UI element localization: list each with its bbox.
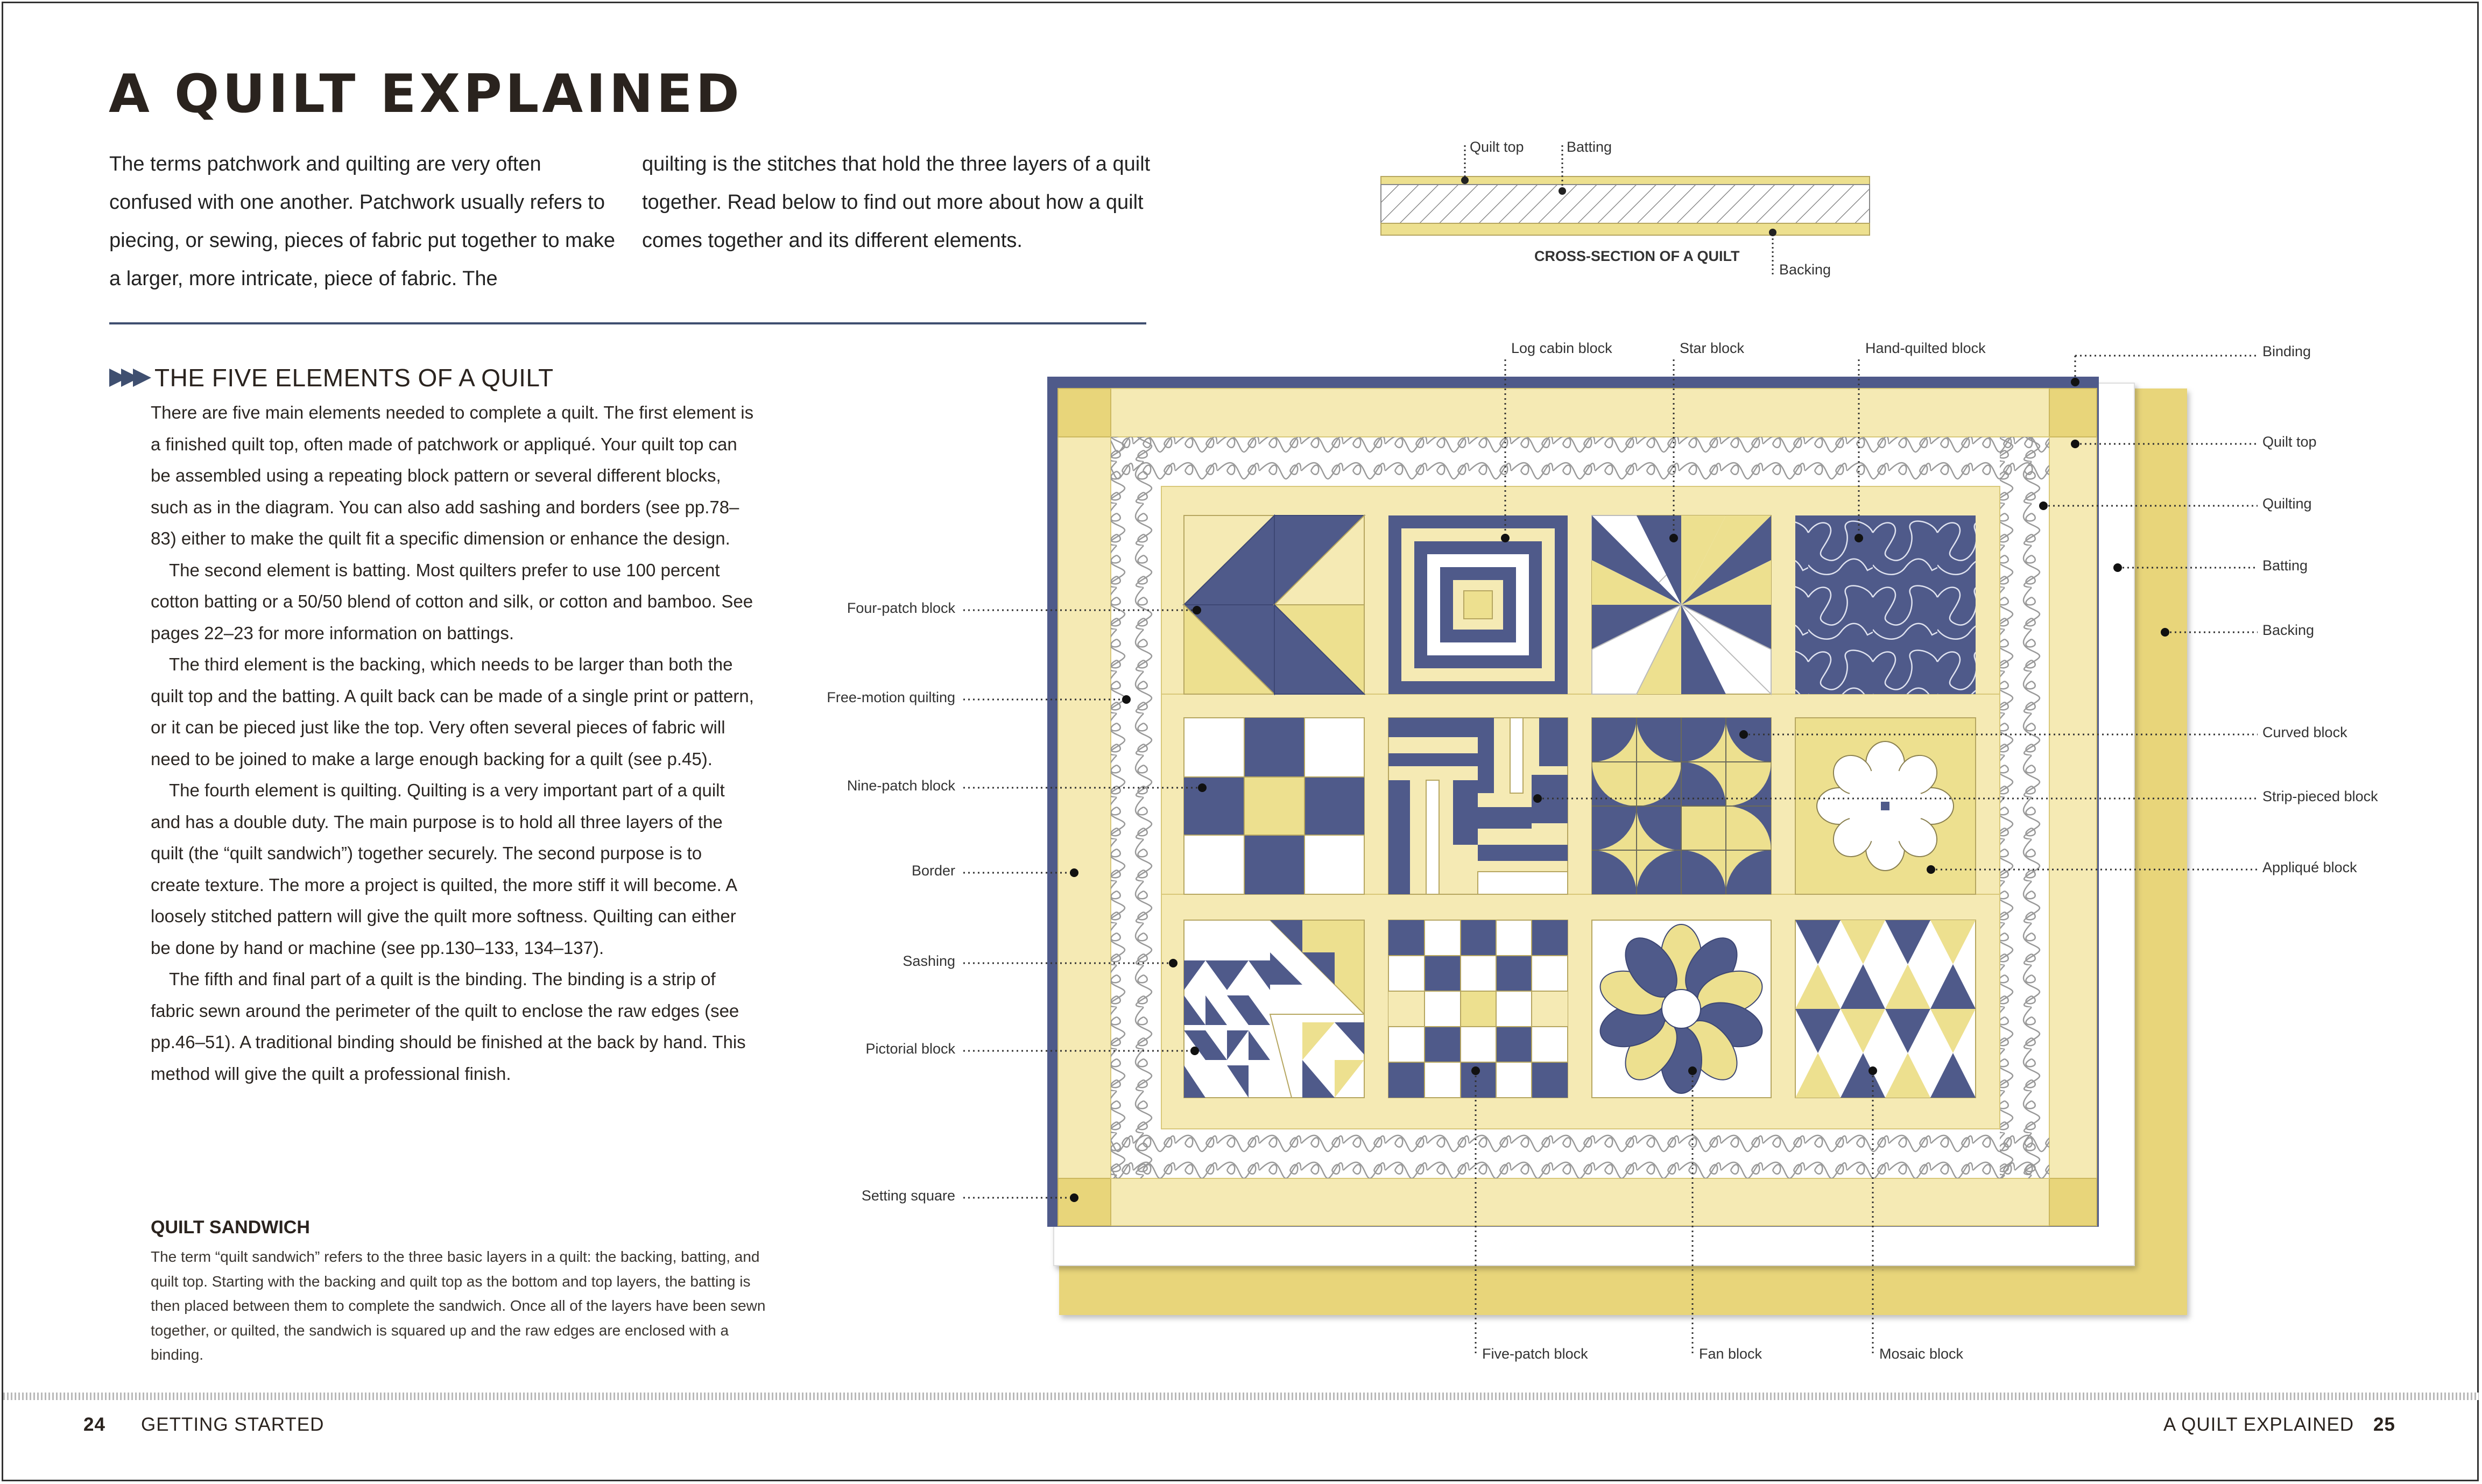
applique-block [1795, 718, 1976, 894]
log-cabin-block [1388, 515, 1568, 694]
cross-section-label-quilt-top: Quilt top [1470, 139, 1524, 155]
mosaic-block [1795, 920, 1976, 1098]
paragraph: The fourth element is quilting. Quilting is a very important part of a quilt and has a double duty. The main purpose is to hold all three layers of the quilt (the “quilt sandwich”) together securely. The second purpose is to create texture. The more a project is quilted, the more stiff it will become. A loosely stitched pattern will give the quilt more softness. Quilting can either be done by hand or machine (see pp.130–133, 134–137). [151, 780, 737, 958]
label-binding: Binding [2262, 343, 2311, 359]
label-mosaic-block: Mosaic block [1879, 1346, 1964, 1362]
hand-quilted-block [1795, 515, 1976, 694]
pictorial-block [1184, 920, 1364, 1098]
paragraph: The fifth and final part of a quilt is the binding. The binding is a strip of fabric sewn around the perimeter of the quilt to enclose the raw edges (see pp.46–51). A traditional binding should be finished at the back by hand. This method will give the quilt a professional finish. [151, 969, 746, 1084]
label-nine-patch-block: Nine-patch block [847, 778, 955, 794]
label-applique-block: Appliqué block [2262, 859, 2357, 875]
label-five-patch-block: Five-patch block [1482, 1346, 1588, 1362]
label-quilting: Quilting [2262, 496, 2312, 512]
label-quilt-top: Quilt top [2262, 434, 2317, 450]
footer-band [3, 1393, 2479, 1400]
page-title: A QUILT EXPLAINED [109, 63, 743, 125]
intro-column-1: The terms patchwork and quilting are very often confused with one another. Patchwork usually refers to piecing, or sewing, pieces of fabric put together to make a larger, more intricate, piece of fabric. The [109, 153, 615, 290]
label-log-cabin-block: Log cabin block [1511, 340, 1612, 356]
label-pictorial-block: Pictorial block [865, 1041, 955, 1057]
left-running-title: GETTING STARTED [141, 1414, 325, 1435]
label-star-block: Star block [1680, 340, 1745, 356]
paragraph: There are five main elements needed to complete a quilt. The first element is a finished quilt top, often made of patchwork or appliqué. Your quilt top can be assembled using a repeating block pattern or several different blocks, such as in the diagram. You can also add sashing and borders (see pp.78–83) either to make the quilt fit a specific dimension or enhance the design. [151, 402, 754, 548]
cross-section-caption: CROSS-SECTION OF A QUILT [1534, 248, 1740, 264]
setting-square [2049, 1178, 2097, 1226]
right-running-title: A QUILT EXPLAINED [2163, 1414, 2354, 1435]
label-border: Border [911, 863, 955, 879]
label-fan-block: Fan block [1699, 1346, 1762, 1362]
paragraph: The second element is batting. Most quilters prefer to use 100 percent cotton batting or a 50/50 blend of cotton and silk, or cotton and bamboo. See pages 22–23 for more information on battings. [151, 560, 753, 643]
setting-square [2049, 388, 2097, 437]
four-patch-block [1184, 515, 1364, 694]
star-block [1592, 515, 1771, 694]
strip-pieced-block [1388, 718, 1568, 894]
label-strip-pieced-block: Strip-pieced block [2262, 788, 2378, 804]
cross-section [1381, 139, 1870, 278]
sandwich-heading: QUILT SANDWICH [151, 1217, 310, 1238]
label-setting-square: Setting square [861, 1188, 955, 1204]
setting-square [1058, 388, 1111, 437]
curved-block [1592, 718, 1771, 894]
label-sashing: Sashing [902, 953, 955, 969]
setting-square [1058, 1178, 1111, 1226]
label-batting: Batting [2262, 557, 2308, 574]
section-heading-text: THE FIVE ELEMENTS OF A QUILT [154, 364, 554, 392]
left-page-number: 24 [83, 1414, 105, 1435]
nine-patch-block [1184, 718, 1364, 894]
intro-column-2: quilting is the stitches that hold the three layers of a quilt together. Read below to find out more about how a quilt comes together and its different elements. [642, 153, 1151, 252]
label-four-patch-block: Four-patch block [847, 600, 955, 616]
label-free-motion-quilting: Free-motion quilting [827, 689, 955, 705]
label-curved-block: Curved block [2262, 724, 2347, 740]
paragraph: The third element is the backing, which needs to be larger than both the quilt top and the batting. A quilt back can be made of a single print or pattern, or it can be pieced just like the top. Very often several pieces of fabric will need to be joined to make a large enough backing for a quilt (see p.45). [151, 654, 754, 769]
label-hand-quilted-block: Hand-quilted block [1865, 340, 1986, 356]
sandwich-text: The term “quilt sandwich” refers to the three basic layers in a quilt: the backing, batting, and quilt top. Starting with the backing and quilt top as the bottom and top layers, the batting is then placed between them to complete the sandwich. Once all of the layers have been sewn together, or quilted, the sandwich is squared up and the raw edges are enclosed with a binding. [151, 1248, 766, 1363]
cross-section-label-backing: Backing [1779, 262, 1831, 278]
fan-block [1592, 920, 1771, 1098]
label-backing: Backing [2262, 622, 2315, 638]
right-page-number: 25 [2373, 1414, 2395, 1435]
cross-section-label-batting: Batting [1567, 139, 1612, 155]
